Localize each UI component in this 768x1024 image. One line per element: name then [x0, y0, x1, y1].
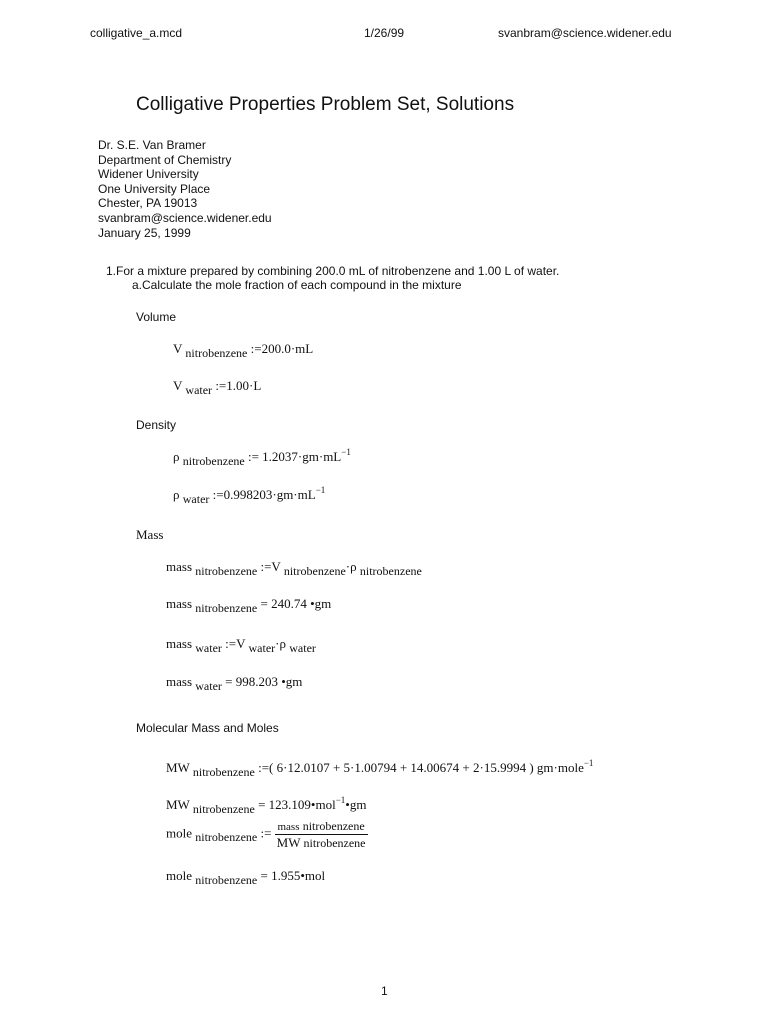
subscript: nitrobenzene	[195, 830, 258, 845]
header-email: svanbram@science.widener.edu	[498, 26, 672, 40]
mult-op: ·	[275, 636, 280, 651]
section-molecular: Molecular Mass and Moles	[136, 721, 279, 735]
eq-mw-result	[166, 795, 367, 816]
superscript: −1	[335, 795, 346, 805]
value: 0.998203·gm·mL	[223, 487, 316, 502]
subscript: water	[289, 641, 316, 655]
subscript: nitrobenzene	[195, 564, 258, 578]
section-density: Density	[136, 418, 177, 432]
assign-op: :=	[260, 825, 272, 841]
value: 200.0·mL	[261, 341, 314, 356]
var-mw: MW	[166, 760, 190, 775]
author-line: Widener University	[98, 167, 199, 182]
assign-op: :=	[258, 760, 270, 775]
author-line: Dr. S.E. Van Bramer	[98, 138, 206, 152]
var-v: V	[271, 559, 281, 574]
eq-mw-def	[166, 758, 594, 779]
var-mw: MW	[276, 835, 301, 850]
equals-op: =	[258, 797, 266, 812]
var-rho: ρ	[173, 449, 180, 464]
var-mass: mass	[277, 821, 300, 833]
eq-rho-water	[173, 485, 326, 506]
assign-op: :=	[212, 487, 224, 502]
author-block	[98, 138, 272, 240]
subscript: water	[248, 641, 276, 655]
author-line: January 25, 1999	[98, 225, 191, 240]
author-line: Department of Chemistry	[98, 152, 232, 167]
subscript: nitrobenzene	[195, 601, 258, 615]
section-mass: Mass	[136, 527, 164, 542]
eq-rho-nitrobenzene	[173, 447, 351, 468]
subscript: nitrobenzene	[182, 454, 245, 468]
subscript: nitrobenzene	[359, 564, 422, 578]
result: 240.74 •gm	[271, 596, 332, 611]
subscript: water	[185, 383, 213, 397]
var-mole: mole	[166, 825, 192, 841]
assign-op: :=	[260, 559, 272, 574]
result: 1.955•mol	[271, 868, 326, 883]
eq-v-water	[173, 378, 262, 397]
subscript: water	[195, 641, 222, 655]
result: 123.109•mol	[268, 797, 336, 812]
page-title: Colligative Properties Problem Set, Solutions	[136, 94, 515, 115]
eq-mass-nitrobenzene-result	[166, 596, 332, 615]
subscript: water	[182, 492, 210, 506]
page-number: 1	[381, 984, 388, 998]
eq-mass-nitrobenzene-def	[166, 559, 422, 578]
header-filename: colligative_a.mcd	[90, 26, 183, 40]
eq-mole-def	[166, 818, 368, 851]
eq-v-nitrobenzene	[173, 341, 314, 360]
superscript: −1	[341, 447, 351, 457]
assign-op: :=	[247, 449, 259, 464]
superscript: −1	[583, 758, 594, 768]
var-rho: ρ	[173, 487, 180, 502]
var-v: V	[173, 378, 183, 393]
denominator	[275, 834, 368, 851]
subscript: nitrobenzene	[195, 873, 258, 887]
subscript: nitrobenzene	[185, 346, 248, 360]
result-unit: •gm	[345, 797, 367, 812]
equals-op: =	[260, 868, 268, 883]
var-rho: ρ	[279, 636, 287, 651]
section-volume: Volume	[136, 310, 177, 324]
problem-part-a: a.Calculate the mole fraction of each compound in the mixture	[132, 278, 462, 292]
subscript: nitrobenzene	[192, 802, 255, 816]
author-line: svanbram@science.widener.edu	[98, 210, 272, 225]
problem-statement: 1.For a mixture prepared by combining 200.0 mL of nitrobenzene and 1.00 L of water.	[106, 264, 560, 278]
var-mass: mass	[166, 559, 192, 574]
mult-op: ·	[345, 559, 351, 574]
var-rho: ρ	[350, 559, 357, 574]
expression: ( 6·12.0107 + 5·1.00794 + 14.00674 + 2·15.9994 ) gm·mole	[269, 760, 584, 775]
eq-mole-result	[166, 868, 326, 887]
superscript: −1	[315, 485, 326, 495]
equals-op: =	[260, 596, 268, 611]
result: 998.203 •gm	[235, 674, 303, 689]
var-v: V	[173, 341, 183, 356]
value: 1.00·L	[226, 378, 262, 393]
var-mole: mole	[166, 868, 192, 883]
eq-mass-water-result	[166, 674, 303, 693]
subscript: water	[195, 679, 222, 693]
subscript: nitrobenzene	[303, 836, 366, 850]
equals-op: =	[225, 674, 233, 689]
eq-mass-water-def	[166, 636, 316, 655]
author-line: One University Place	[98, 181, 211, 196]
assign-op: :=	[225, 636, 237, 651]
value: 1.2037·gm·mL	[262, 449, 342, 464]
assign-op: :=	[215, 378, 227, 393]
var-v: V	[236, 636, 246, 651]
assign-op: :=	[250, 341, 262, 356]
fraction	[275, 818, 368, 851]
subscript: nitrobenzene	[283, 564, 346, 578]
header-date: 1/26/99	[364, 26, 405, 40]
author-line: Chester, PA 19013	[98, 196, 198, 211]
var-mw: MW	[166, 797, 190, 812]
subscript: nitrobenzene	[302, 819, 365, 833]
var-mass: mass	[166, 596, 192, 611]
numerator	[275, 818, 368, 834]
var-mass: mass	[166, 636, 192, 651]
var-mass: mass	[166, 674, 192, 689]
subscript: nitrobenzene	[192, 765, 255, 779]
